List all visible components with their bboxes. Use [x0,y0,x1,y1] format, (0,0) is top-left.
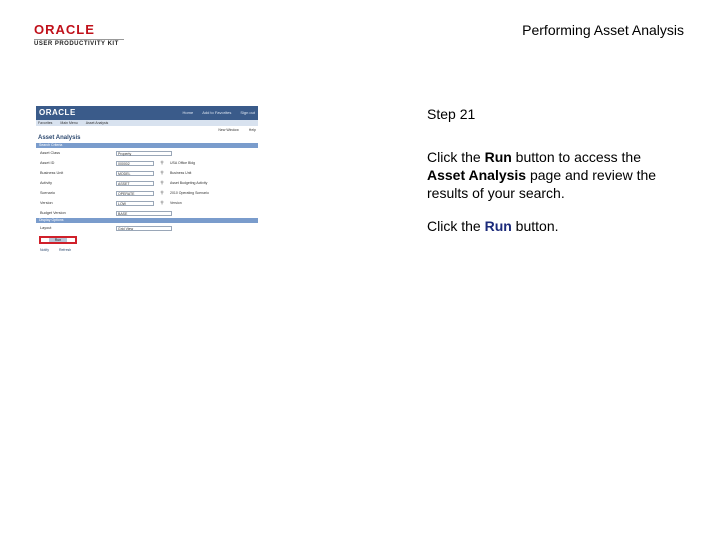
field-description: Asset Budgeting Activity [170,181,208,185]
footer-links [40,248,258,252]
run-button[interactable]: Run [49,238,67,242]
app-banner [36,106,258,120]
top-link-signout[interactable]: Sign out [240,110,255,115]
lookup-icon[interactable]: ⚲ [160,170,164,175]
field-description: USA Office Bldg [170,161,196,165]
top-links [183,110,255,115]
crumb-2[interactable]: Main Menu [60,121,78,125]
field-row [36,223,258,233]
field-row [36,198,258,208]
budget-version-select[interactable]: BASE [116,211,172,216]
text: button to access the [511,149,641,165]
version-input[interactable]: LOW [116,201,154,206]
run-button-highlight[interactable] [39,236,77,244]
oracle-upk-logo [34,22,124,47]
instruction-2 [427,217,677,235]
help-link[interactable]: Help [248,128,256,132]
top-link-home[interactable]: Home [182,110,194,115]
screen-heading: Asset Analysis [38,135,81,141]
field-description: Business Unit [170,171,192,175]
lookup-icon[interactable]: ⚲ [160,190,164,195]
field-row [36,168,258,178]
lookup-icon[interactable]: ⚲ [160,160,164,165]
field-label: Budget Version [40,211,66,215]
field-label: Asset Class [40,151,61,155]
page-title: Performing Asset Analysis [522,22,684,38]
logo-subtitle: USER PRODUCTIVITY KIT [34,39,124,47]
text: Click the [427,218,485,234]
crumb-1[interactable]: Favorites [38,121,53,125]
scenario-input[interactable]: OPERATE [116,191,154,196]
asset-class-select[interactable]: Property [116,151,172,156]
crumb-3[interactable]: Asset Analysis [85,121,109,125]
notify-link[interactable]: Notify [40,248,49,252]
field-description: Version [170,201,182,205]
asset-id-input[interactable]: 000002 [116,161,154,166]
refresh-link[interactable]: Refresh [58,248,72,252]
text-run: Run [484,149,512,165]
step-number: Step 21 [427,106,476,122]
text-run: Run [484,218,512,234]
text: page and review the results of your search. [427,167,657,201]
text: Click the [427,149,485,165]
field-label: Version [40,201,53,205]
field-row [36,158,258,168]
field-description: 2010 Operating Scenario [170,191,209,195]
activity-input[interactable]: ASSET [116,181,154,186]
field-label: Asset ID [40,161,55,165]
search-criteria-header: Search Criteria [36,143,258,148]
field-label: Business Unit [40,171,64,175]
field-label: Activity [40,181,53,185]
field-row [36,188,258,198]
field-label: Scenario [40,191,55,195]
text: button. [511,218,559,234]
field-row [36,148,258,158]
text-asset-analysis: Asset Analysis [427,167,527,183]
top-link-favorites[interactable]: Add to Favorites [202,110,232,115]
display-options-header: Display Options [36,218,258,223]
screenshot-thumbnail [36,106,258,271]
logo-brand: ORACLE [34,22,95,37]
new-window-link[interactable]: New Window [218,128,239,132]
lookup-icon[interactable]: ⚲ [160,200,164,205]
layout-select[interactable]: Grid View [116,226,172,231]
instructions [427,148,677,250]
field-row [36,178,258,188]
lookup-icon[interactable]: ⚲ [160,180,164,185]
field-row [36,208,258,218]
app-brand: ORACLE [39,108,76,117]
instruction-1 [427,148,677,202]
page-tools [36,126,258,134]
business-unit-input[interactable]: MODEL [116,171,154,176]
field-label: Layout [40,226,52,230]
